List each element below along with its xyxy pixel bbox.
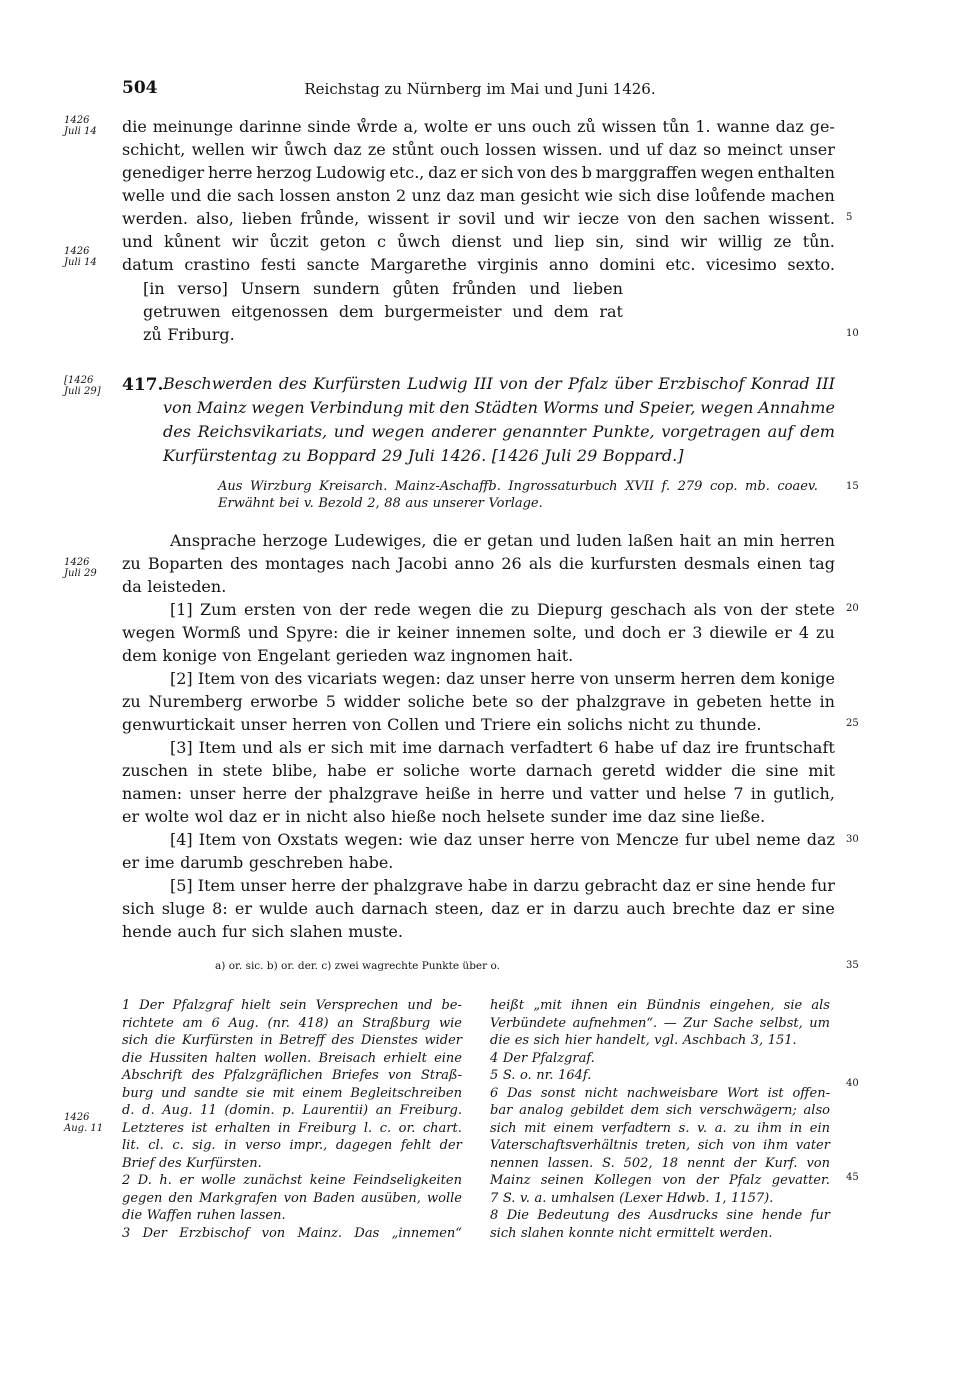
body-line: [2] Item von des vicariats wegen: daz unser herre von unserm herren dem konige xyxy=(170,669,835,688)
footnote-line: die es sich hier handelt, vgl. Aschbach 3, 151. xyxy=(490,1033,797,1048)
title-line: von Mainz wegen Verbindung mit den Städten Worms und Speier, wegen Annahme xyxy=(163,398,835,417)
body-line: [1] Zum ersten von der rede wegen die zu Diepurg geschach als von der stete xyxy=(170,600,835,619)
footnotes-right xyxy=(490,997,830,1242)
footnote-line: 8 Die Bedeutung des Ausdrucks sine hende fur xyxy=(490,1208,830,1223)
title-line: Beschwerden des Kurfürsten Ludwig III von der Pfalz über Erzbischof Konrad III xyxy=(163,374,835,393)
source-line: Aus Wirzburg Kreisarch. Mainz-Aschaffb. Ingrossaturbuch XVII f. 279 cop. mb. coaev. xyxy=(218,479,818,494)
entry-number: 417. xyxy=(122,375,164,395)
footnote-line: heißt „mit ihnen ein Bündnis eingehen, sie als xyxy=(490,998,830,1013)
footnote-line: burg und sandte sie mit einem Begleitschreiben xyxy=(122,1085,462,1101)
footnote-line: sich die Kurfürsten in Betreff des Dienstes wider xyxy=(122,1033,462,1048)
margin-year: 1426 xyxy=(64,557,90,568)
text-line: die meinunge darinne sinde ẘrde a, wolte er uns ouch zů wissen tůn 1. wanne daz ge- xyxy=(122,117,835,136)
source-line: Erwähnt bei v. Bezold 2, 88 aus unserer Vorlage. xyxy=(218,496,543,511)
address-line: [in verso] Unsern sundern gůten frůnden und lieben xyxy=(143,279,623,298)
footnote-line: Verbündete aufnehmen“. — Zur Sache selbst, um xyxy=(490,1015,830,1031)
title-line: Kurfürstentag zu Boppard 29 Juli 1426. [1426 Juli 29 Boppard.] xyxy=(163,446,684,465)
body-line: genwurtickait unser herren von Collen und Triere ein solichs nicht zu thunde. xyxy=(122,715,762,734)
line-number: 35 xyxy=(846,960,859,971)
footnote-line: 7 S. v. a. umhalsen (Lexer Hdwb. 1, 1157). xyxy=(490,1190,774,1206)
margin-date: Juli 14 xyxy=(64,257,97,268)
line-number: 20 xyxy=(846,603,859,614)
body-line: da leisteden. xyxy=(122,577,227,596)
margin-date-note xyxy=(64,375,101,397)
body-line: [5] Item unser herre der phalzgrave habe in darzu gebracht daz er sine hende fur xyxy=(170,876,835,895)
footnote-line: Vaterschaftsverhältnis treten, sich von ihm vater xyxy=(490,1138,830,1153)
entry-body xyxy=(122,529,835,943)
footnote-line: richtete am 6 Aug. (nr. 418) an Straßburg wie xyxy=(122,1015,462,1031)
footnote-line: 1 Der Pfalzgraf hielt sein Versprechen und be- xyxy=(122,998,462,1013)
body-line: [3] Item und als er sich mit ime darnach verfadtert 6 habe uf daz ire fruntschaft xyxy=(170,738,835,757)
page-number: 504 xyxy=(122,78,158,98)
entry-title xyxy=(163,372,835,468)
text-line: welle und die sach lossen anston 2 unz daz man gesicht wie sich dise loůfende machen xyxy=(122,186,835,205)
margin-date: Juli 29] xyxy=(64,386,101,397)
footnote-line: 4 Der Pfalzgraf. xyxy=(490,1050,595,1066)
line-number: 30 xyxy=(846,834,859,845)
footnote-line: d. d. Aug. 11 (domin. p. Laurentii) an Freiburg. xyxy=(122,1103,462,1118)
footnote-line: gegen den Markgrafen von Baden ausüben, wolle xyxy=(122,1190,462,1206)
footnote-line: Brief des Kurfürsten. xyxy=(122,1155,262,1171)
footnote-line: lit. cl. c. sig. in verso impr., dagegen fehlt der xyxy=(122,1138,462,1153)
footnote-line: Letzteres ist erhalten in Freiburg l. c. or. chart. xyxy=(122,1120,462,1136)
running-head: Reichstag zu Nürnberg im Mai und Juni 1426. xyxy=(304,80,656,98)
margin-date: Juli 14 xyxy=(64,126,97,137)
body-line: [4] Item von Oxstats wegen: wie daz unser herre von Mencze fur ubel neme daz xyxy=(170,830,835,849)
footnote-line: die Waffen ruhen lassen. xyxy=(122,1208,286,1223)
source-notes xyxy=(218,478,818,512)
body-line: Ansprache herzoge Ludewiges, die er getan und luden laßen hait an min herren xyxy=(170,531,835,550)
text-line: werden. also, lieben frůnde, wissent ir sovil und wir iecze von den sachen wissent. xyxy=(122,209,835,228)
title-line: des Reichsvikariats, und wegen anderer genannter Punkte, vorgetragen auf dem xyxy=(163,422,835,441)
line-number: 45 xyxy=(846,1172,859,1183)
address-line: getruwen eitgenossen dem burgermeister und dem rat xyxy=(143,302,623,321)
body-line: sich sluge 8: er wulde auch darnach steen, daz er in darzu auch brechte daz er sine xyxy=(122,899,835,918)
footnote-line: die Hussiten halten wollen. Breisach erhielt eine xyxy=(122,1050,462,1066)
footnotes-left xyxy=(122,997,462,1242)
line-number: 15 xyxy=(846,481,859,492)
footnote-line: Abschrift des Pfalzgräflichen Briefes von Straß- xyxy=(122,1068,462,1083)
letter-address xyxy=(143,277,623,346)
text-line: und kůnent wir ůczit geton c ůwch dienst und liep sin, sind wir willig ze tůn. xyxy=(122,232,835,251)
margin-date-note xyxy=(64,1112,103,1134)
body-line: namen: unser herre der phalzgrave heiße in herre und vatter und helse 7 in gutlich, xyxy=(122,784,835,803)
text-line: schicht, wellen wir ůwch daz ze stůnt ouch lossen wissen. und uf daz so meinct unser xyxy=(122,140,835,159)
body-line: wegen Wormß und Spyre: die ir keiner innemen solte, und doch er 3 diewile er 4 zu xyxy=(122,623,835,642)
body-line: er ime darumb geschreben habe. xyxy=(122,853,394,872)
body-line: zuschen in stete blibe, habe er soliche worte darnach geretd widder die sine mit xyxy=(122,761,835,780)
margin-date: Juli 29 xyxy=(64,568,97,579)
line-number: 40 xyxy=(846,1078,859,1089)
footnote-line: bar analog gebildet dem sich verschwägern; also xyxy=(490,1103,830,1118)
footnote-line: Mainz seinen Kollegen von der Pfalz gevatter. xyxy=(490,1173,830,1188)
footnote-line: sich mit einem verfadtern s. v. a. zu ihm in ein xyxy=(490,1120,830,1136)
footnote-line: 3 Der Erzbischof von Mainz. Das „innemen“ xyxy=(122,1225,462,1241)
body-line: zu Boparten des montages nach Jacobi anno 26 als die kurfursten desmals einen tag xyxy=(122,554,835,573)
footnote-line: 6 Das sonst nicht nachweisbare Wort ist offen- xyxy=(490,1085,830,1101)
line-number: 5 xyxy=(846,212,853,223)
margin-year: 1426 xyxy=(64,246,90,257)
line-number: 25 xyxy=(846,718,859,729)
margin-year: 1426 xyxy=(64,115,90,126)
letter-text xyxy=(122,115,835,276)
body-line: hende auch fur sich slahen muste. xyxy=(122,922,403,941)
body-line: zu Nuremberg erworbe 5 widder soliche bete so der phalzgrave in gebeten hette in xyxy=(122,692,835,711)
margin-date-note xyxy=(64,557,97,579)
apparatus-notes: a) or. sic. b) or. der. c) zwei wagrechte Punkte über o. xyxy=(215,960,500,972)
margin-date-note xyxy=(64,246,97,268)
footnote-line: 5 S. o. nr. 164f. xyxy=(490,1068,592,1083)
footnote-line: sich slahen konnte nicht ermittelt werden. xyxy=(490,1225,773,1241)
margin-date: Aug. 11 xyxy=(64,1123,104,1134)
margin-year: [1426 xyxy=(64,375,94,386)
margin-year: 1426 xyxy=(64,1112,90,1123)
body-line: dem konige von Engelant gerieden waz ingnomen hait. xyxy=(122,646,574,665)
footnote-line: 2 D. h. er wolle zunächst keine Feindseligkeiten xyxy=(122,1173,462,1188)
footnote-line: nennen lassen. S. 502, 18 nennt der Kurf. von xyxy=(490,1155,830,1171)
body-line: er wolte wol daz er in nicht also hieße noch helsete sunder ime daz sine ließe. xyxy=(122,807,766,826)
text-line: datum crastino festi sancte Margarethe virginis anno domini etc. vicesimo sexto. xyxy=(122,255,835,274)
margin-date-note xyxy=(64,115,97,137)
address-line: zů Friburg. xyxy=(143,325,235,344)
text-line: genediger herre herzog Ludowig etc., daz er sich von des b marggraffen wegen enthalten xyxy=(122,163,835,182)
line-number: 10 xyxy=(846,328,859,339)
